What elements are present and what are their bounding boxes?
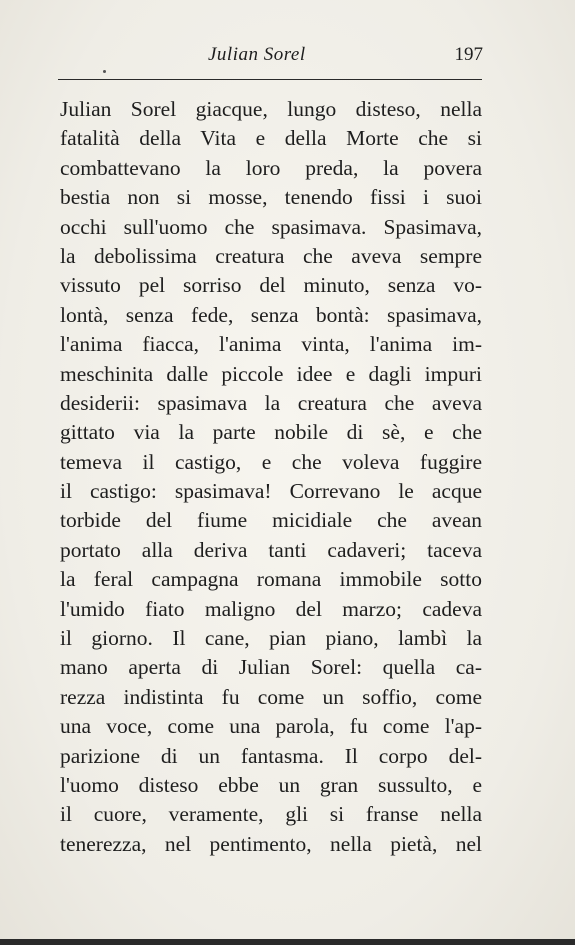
text-line: tenerezza, nel pentimento, nella pietà, nel (60, 831, 482, 856)
text-line: l'anima fiacca, l'anima vinta, l'anima im- (60, 332, 482, 357)
text-line: l'uomo disteso ebbe un gran sussulto, e (60, 772, 482, 797)
text-line: il giorno. Il cane, pian piano, lambì la (60, 626, 482, 651)
text-line: una voce, come una parola, fu come l'ap- (60, 714, 482, 739)
text-line: torbide del fiume micidiale che avean (60, 508, 482, 533)
text-line: gittato via la parte nobile di sè, e che (60, 420, 482, 445)
text-line: l'umido fiato maligno del marzo; cadeva (60, 596, 482, 621)
text-line: occhi sull'uomo che spasimava. Spasimava, (60, 214, 482, 239)
text-line: il cuore, veramente, gli si franse nella (60, 802, 482, 827)
text-line: mano aperta di Julian Sorel: quella ca- (60, 655, 482, 680)
text-line: la debolissima creatura che aveva sempre (60, 243, 482, 268)
running-head-title: Julian Sorel (208, 44, 306, 65)
text-line: lontà, senza fede, senza bontà: spasimava, (60, 302, 482, 327)
text-line: parizione di un fantasma. Il corpo del- (60, 743, 482, 768)
ink-speck (103, 70, 106, 73)
text-line: temeva il castigo, e che voleva fuggire (60, 449, 482, 474)
text-line: la feral campagna romana immobile sotto (60, 567, 482, 592)
text-line: Julian Sorel giacque, lungo disteso, nella (60, 97, 482, 121)
text-line: desiderii: spasimava la creatura che aveva (60, 390, 482, 415)
text-line: vissuto pel sorriso del minuto, senza vo- (60, 273, 482, 298)
page-bottom-edge (0, 939, 575, 945)
text-line: meschinita dalle piccole idee e dagli impuri (60, 361, 482, 386)
running-head (58, 44, 483, 74)
text-line: bestia non si mosse, tenendo fissi i suoi (60, 185, 482, 210)
text-line: combattevano la loro preda, la povera (60, 155, 482, 180)
text-line: rezza indistinta fu come un soffio, come (60, 684, 482, 709)
page-number: 197 (454, 44, 483, 65)
text-line: il castigo: spasimava! Correvano le acque (60, 479, 482, 504)
text-line: portato alla deriva tanti cadaveri; taceva (60, 537, 482, 562)
body-text (60, 95, 482, 859)
header-rule (58, 79, 482, 80)
text-line: fatalità della Vita e della Morte che si (60, 126, 482, 151)
